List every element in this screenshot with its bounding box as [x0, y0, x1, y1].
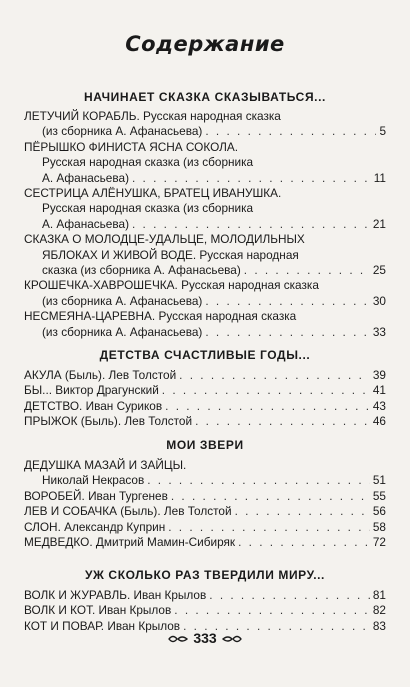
leader-dots: [235, 504, 370, 519]
page-number: 43: [372, 398, 386, 413]
entry-line: АКУЛА (Быль). Лев Толстой: [24, 368, 177, 382]
toc-entry: [24, 603, 386, 618]
toc-entry: [24, 414, 386, 429]
leader-dots: [205, 294, 370, 309]
entry-line: НЕСМЕЯНА-ЦАРЕВНА. Русская народная сказка: [24, 309, 297, 324]
toc-entry: [24, 489, 386, 504]
page-number: 5: [379, 124, 386, 139]
leader-dots: [244, 263, 370, 278]
page-footer: [0, 630, 410, 646]
toc-entry: [24, 368, 386, 383]
toc-entry: [24, 186, 386, 232]
toc-entry: [24, 309, 386, 340]
page-number: 41: [372, 383, 386, 398]
leader-dots: [195, 414, 370, 429]
entry-line: СЛОН. Александр Куприн: [24, 519, 166, 534]
entry-line: СЕСТРИЦА АЛЁНУШКА, БРАТЕЦ ИВАНУШКА.: [24, 186, 282, 201]
leader-dots: [205, 325, 370, 340]
section-3: [24, 436, 386, 550]
leader-dots: [162, 383, 370, 398]
page-number: 51: [372, 473, 386, 488]
toc-entry: [24, 535, 386, 550]
section-1: [24, 88, 386, 340]
page-number: 11: [373, 170, 386, 185]
entry-line: ЛЕТУЧИЙ КОРАБЛЬ. Русская народная сказка: [24, 109, 281, 123]
leader-dots: [179, 368, 370, 383]
entry-line: МЕДВЕДКО. Дмитрий Мамин-Сибиряк: [24, 535, 236, 550]
entry-line: ВОЛК И КОТ. Иван Крылов: [24, 603, 172, 618]
page-number: 30: [372, 293, 386, 308]
leader-dots: [209, 588, 370, 603]
entry-line: Русская народная сказка (из сборника: [42, 201, 254, 216]
toc-entry: [24, 140, 386, 186]
page-title: Содержание: [125, 32, 285, 56]
leader-dots: [132, 171, 371, 186]
toc-entry: [24, 109, 386, 140]
page-number: 82: [372, 603, 386, 618]
entry-line: Николай Некрасов: [42, 473, 145, 488]
entry-line: (из сборника А. Афанасьева): [42, 124, 203, 139]
entry-line: А. Афанасьева): [42, 170, 129, 185]
leader-dots: [238, 535, 370, 550]
page-number: 46: [372, 414, 386, 429]
entry-line: ДЕТСТВО. Иван Суриков: [24, 398, 163, 413]
section-4: [24, 566, 386, 634]
page-number: 55: [372, 488, 386, 503]
entry-line: А. Афанасьева): [42, 216, 129, 231]
entry-line: сказка (из сборника А. Афанасьева): [42, 263, 241, 278]
entry-line: (из сборника А. Афанасьева): [42, 324, 203, 339]
page-number: 33: [372, 324, 386, 339]
entry-line: ЯБЛОКАХ И ЖИВОЙ ВОДЕ. Русская народная: [42, 247, 299, 262]
ornament-left-icon: [167, 633, 189, 645]
section-heading: ДЕТСТВА СЧАСТЛИВЫЕ ГОДЫ...: [99, 348, 311, 362]
section-heading: НАЧИНАЕТ СКАЗКА СКАЗЫВАТЬСЯ...: [84, 90, 326, 104]
toc-entry: [24, 458, 386, 489]
page-number: 72: [372, 535, 386, 550]
leader-dots: [132, 217, 370, 232]
page-number: 83: [372, 618, 386, 633]
entry-line: ВОРОБЕЙ. Иван Тургенев: [24, 488, 168, 503]
entry-line: КОТ И ПОВАР. Иван Крылов: [24, 618, 181, 633]
entry-line: ВОЛК И ЖУРАВЛЬ. Иван Крылов: [24, 588, 207, 602]
entry-line: Русская народная сказка (из сборника: [42, 155, 254, 170]
toc-entry: [24, 520, 386, 535]
leader-dots: [171, 489, 370, 504]
leader-dots: [205, 124, 376, 139]
section-2: [24, 346, 386, 430]
toc-entry: [24, 399, 386, 414]
leader-dots: [165, 399, 370, 414]
toc-entry: [24, 278, 386, 309]
page-number: 56: [372, 504, 386, 519]
entry-line: ЛЕВ И СОБАЧКА (Быль). Лев Толстой: [24, 504, 232, 519]
toc-entry: [24, 383, 386, 398]
leader-dots: [174, 603, 370, 618]
entry-line: ДЕДУШКА МАЗАЙ И ЗАЙЦЫ.: [24, 458, 187, 472]
page-number: 81: [372, 588, 386, 602]
section-heading: МОИ ЗВЕРИ: [166, 438, 244, 452]
toc-entry: [24, 588, 386, 603]
entry-line: СКАЗКА О МОЛОДЦЕ-УДАЛЬЦЕ, МОЛОДИЛЬНЫХ: [24, 232, 305, 247]
entry-line: ПРЫЖОК (Быль). Лев Толстой: [24, 414, 193, 429]
ornament-right-icon: [221, 633, 243, 645]
toc-entry: [24, 504, 386, 519]
page-number: 25: [372, 263, 386, 278]
entry-line: ПЁРЫШКО ФИНИСТА ЯСНА СОКОЛА.: [24, 139, 239, 154]
page-number: 39: [372, 368, 386, 382]
page-number-footer: 333: [193, 630, 217, 646]
entry-line: КРОШЕЧКА-ХАВРОШЕЧКА. Русская народная сказка: [24, 278, 319, 293]
entry-line: (из сборника А. Афанасьева): [42, 293, 203, 308]
leader-dots: [147, 473, 370, 488]
toc-entry: [24, 232, 386, 278]
entry-line: БЫ... Виктор Драгунский: [24, 383, 159, 398]
leader-dots: [168, 520, 370, 535]
section-heading: УЖ СКОЛЬКО РАЗ ТВЕРДИЛИ МИРУ...: [84, 568, 325, 582]
page-number: 58: [372, 519, 386, 534]
page-number: 21: [372, 216, 386, 231]
